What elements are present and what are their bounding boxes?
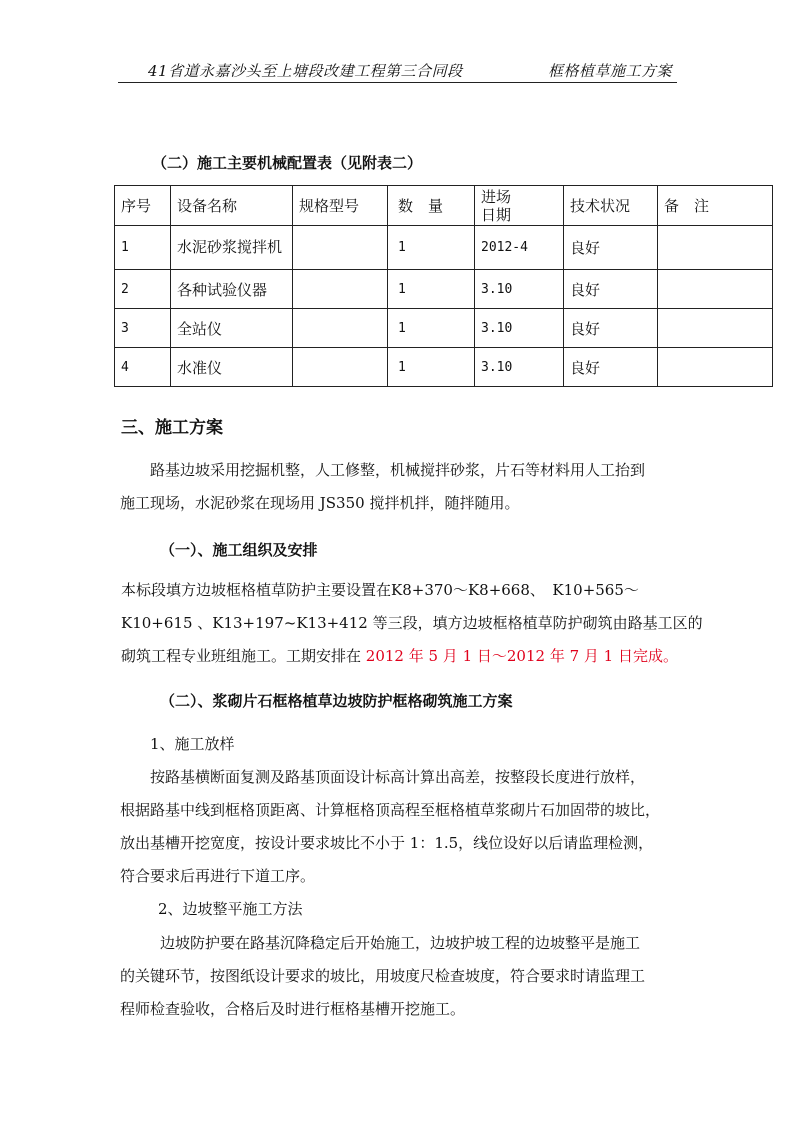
cell-date: 2012-4	[475, 226, 564, 270]
section-3-heading: 三、施工方案	[121, 418, 223, 438]
col-header-status: 技术状况	[564, 186, 658, 226]
subsection-2-heading: （二）、浆砌片石框格植草边坡防护框格砌筑施工方案	[160, 692, 513, 710]
item2-line-2: 的关键环节，按图纸设计要求的坡比，用坡度尺检查坡度，符合要求时请监理工	[120, 967, 646, 985]
cell-name: 水准仪	[171, 348, 293, 387]
cell-spec	[293, 348, 388, 387]
cell-name: 各种试验仪器	[171, 270, 293, 309]
sub1-line-3-text: 砌筑工程专业班组施工。工期安排在	[121, 647, 366, 665]
cell-note	[658, 348, 773, 387]
col-header-name: 设备名称	[171, 186, 293, 226]
sub1-line-3	[121, 641, 678, 671]
item-2-heading: 2、边坡整平施工方法	[158, 900, 303, 918]
cell-no: 1	[115, 226, 171, 270]
schedule-highlight: 2012 年 5 月 1 日～2012 年 7 月 1 日完成。	[365, 647, 678, 665]
equipment-table	[114, 185, 773, 387]
cell-date: 3.10	[475, 270, 564, 309]
cell-note	[658, 226, 773, 270]
cell-spec	[293, 226, 388, 270]
item1-line-2: 根据路基中线到框格顶距离、计算框格顶高程至框格植草浆砌片石加固带的坡比，	[120, 801, 661, 819]
table-header-row	[115, 186, 773, 226]
header-project-title: 41省道永嘉沙头至上塘段改建工程第三合同段	[148, 62, 463, 80]
cell-qty: 1	[388, 270, 475, 309]
cell-name: 水泥砂浆搅拌机	[171, 226, 293, 270]
col-header-date	[475, 186, 564, 226]
sub1-line-1: 本标段填方边坡框格植草防护主要设置在K8+370～K8+668、 K10+565～	[121, 581, 639, 599]
cell-no: 2	[115, 270, 171, 309]
item-1-heading: 1、施工放样	[150, 735, 235, 753]
item1-line-4: 符合要求后再进行下道工序。	[120, 867, 316, 885]
col-header-note: 备 注	[658, 186, 773, 226]
col-header-date-line1: 进场	[481, 187, 512, 206]
cell-status: 良好	[564, 226, 658, 270]
col-header-no: 序号	[115, 186, 171, 226]
cell-qty: 1	[388, 348, 475, 387]
subsection-1-heading: （一）、施工组织及安排	[160, 541, 318, 559]
item2-line-3: 程师检查验收，合格后及时进行框格基槽开挖施工。	[120, 1000, 466, 1018]
table-row	[115, 348, 773, 387]
col-header-spec: 规格型号	[293, 186, 388, 226]
cell-status: 良好	[564, 348, 658, 387]
cell-no: 4	[115, 348, 171, 387]
cell-date: 3.10	[475, 309, 564, 348]
cell-note	[658, 309, 773, 348]
item1-line-1: 按路基横断面复测及路基顶面设计标高计算出高差，按整段长度进行放样，	[150, 768, 646, 786]
table-row	[115, 270, 773, 309]
cell-date: 3.10	[475, 348, 564, 387]
sub1-line-2: K10+615 、K13+197~K13+412 等三段，填方边坡框格植草防护砌筑由路基工区的	[121, 614, 703, 632]
cell-name: 全站仪	[171, 309, 293, 348]
item1-line-3: 放出基槽开挖宽度，按设计要求坡比不小于 1：1.5，线位设好以后请监理检测，	[120, 834, 654, 852]
cell-status: 良好	[564, 270, 658, 309]
intro-line-1: 路基边坡采用挖掘机整，人工修整，机械搅拌砂浆，片石等材料用人工抬到	[150, 461, 646, 479]
cell-spec	[293, 309, 388, 348]
cell-no: 3	[115, 309, 171, 348]
equipment-table-title: （二）施工主要机械配置表（见附表二）	[152, 154, 423, 172]
cell-qty: 1	[388, 309, 475, 348]
header-document-title: 框格植草施工方案	[548, 62, 673, 80]
intro-line-2: 施工现场，水泥砂浆在现场用 JS350 搅拌机拌，随拌随用。	[120, 494, 520, 512]
header-divider	[118, 82, 677, 83]
cell-note	[658, 270, 773, 309]
col-header-qty: 数 量	[388, 186, 475, 226]
cell-spec	[293, 270, 388, 309]
cell-qty: 1	[388, 226, 475, 270]
col-header-date-line2: 日期	[481, 205, 512, 224]
cell-status: 良好	[564, 309, 658, 348]
table-row	[115, 226, 773, 270]
table-row	[115, 309, 773, 348]
item2-line-1: 边坡防护要在路基沉降稳定后开始施工，边坡护坡工程的边坡整平是施工	[160, 934, 641, 952]
